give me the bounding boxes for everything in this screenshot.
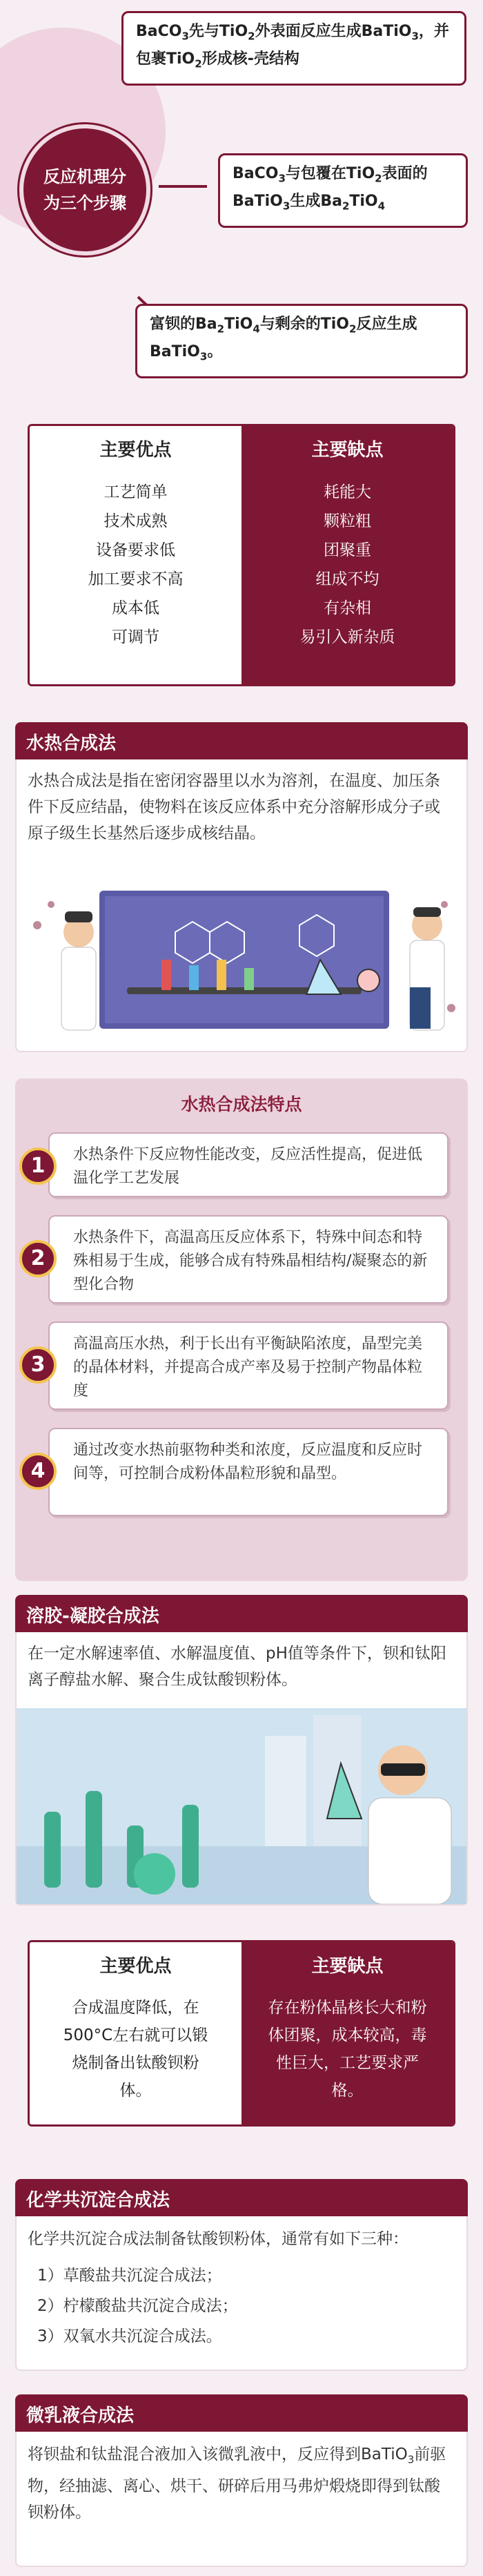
microemulsion-desc: 将钡盐和钛盐混合液加入该微乳液中，反应得到BaTiO$_3$前驱物，经抽滤、离心、烘干、研碎后用马弗炉煅烧即得到钛酸钡粉体。 bbox=[28, 2446, 446, 2521]
coprecip-title: 化学共沉淀合成法 bbox=[26, 2190, 170, 2211]
pros-text: 合成温度降低，在500°C左右就可以锻烧制备出钛酸钡粉体。 bbox=[63, 1999, 208, 2100]
coprecip-item: 2）柠檬酸盐共沉淀合成法； bbox=[37, 2297, 238, 2315]
mechanism-step-2-text: BaCO$_3$与包覆在TiO$_2$表面的BaTiO$_3$生成$Ba_2TiO_4$ bbox=[233, 165, 428, 213]
feature-number-badge: 2 bbox=[19, 1240, 57, 1277]
feature-3 bbox=[48, 1321, 448, 1410]
mechanism-step-3 bbox=[135, 304, 468, 378]
feature-4 bbox=[48, 1428, 448, 1516]
feature-text: 水热条件下反应物性能改变，反应活性提高，促进低温化学工艺发展 bbox=[73, 1146, 423, 1187]
coprecip-item: 1）草酸盐共沉淀合成法； bbox=[37, 2267, 222, 2285]
microemulsion-section bbox=[15, 2432, 468, 2567]
microemulsion-title-bar bbox=[15, 2394, 468, 2432]
mechanism-step-3-text: 富钡的$Ba_2TiO_4$与剩余的TiO$_2$反应生成BaTiO$_3$。 bbox=[150, 316, 417, 363]
feature-number-badge: 4 bbox=[19, 1453, 57, 1490]
cons-item: 组成不均 bbox=[315, 570, 379, 588]
pros-item: 可调节 bbox=[112, 628, 159, 646]
solgel-illustration bbox=[17, 1708, 466, 1904]
cons-item: 耗能大 bbox=[324, 483, 371, 501]
solgel-section bbox=[15, 1632, 468, 1906]
hydrothermal-title: 水热合成法 bbox=[26, 733, 117, 754]
solgel-desc: 在一定水解速率值、水解温度值、pH值等条件下，钡和钛阳离子醇盐水解、聚合生成钛酸钡粉体。 bbox=[28, 1645, 446, 1689]
cons-item: 颗粒粗 bbox=[324, 512, 371, 530]
cons-item: 易引入新杂质 bbox=[299, 628, 395, 646]
pros-item: 成本低 bbox=[112, 599, 159, 617]
hydrothermal-title-bar bbox=[15, 722, 468, 759]
feature-text: 通过改变水热前驱物种类和浓度，反应温度和反应时间等，可控制合成粉体晶粒形貌和晶型。 bbox=[73, 1442, 423, 1482]
cons-item: 有杂相 bbox=[324, 599, 371, 617]
mechanism-center-label: 反应机理分为三个步骤 bbox=[43, 167, 126, 213]
pros-column bbox=[30, 1942, 241, 2124]
feature-2 bbox=[48, 1215, 448, 1304]
cons-column bbox=[241, 426, 453, 684]
hydrothermal-desc: 水热合成法是指在密闭容器里以水为溶剂，在温度、加压条件下反应结晶，使物料在该反应体系中充分溶解形成分子或原子级生长基然后逐步成核结晶。 bbox=[28, 772, 440, 842]
pros-title: 主要优点 bbox=[99, 440, 172, 461]
coprecip-intro: 化学共沉淀合成法制备钛酸钡粉体，通常有如下三种： bbox=[28, 2230, 408, 2248]
coprecip-item: 3）双氧水共沉淀合成法。 bbox=[37, 2327, 222, 2345]
solgel-pros-cons-table bbox=[28, 1940, 455, 2127]
cons-item: 团聚重 bbox=[324, 541, 371, 559]
solgel-title: 溶胶-凝胶合成法 bbox=[26, 1606, 159, 1627]
hydrothermal-illustration bbox=[23, 884, 462, 1047]
mechanism-step-1-text: BaCO$_3$先与TiO$_2$外表面反应生成BaTiO$_3$，并包裹TiO$_2$形成核-壳结构 bbox=[136, 23, 449, 70]
pros-item: 设备要求低 bbox=[96, 541, 175, 559]
pros-title: 主要优点 bbox=[99, 1956, 172, 1977]
microemulsion-title: 微乳液合成法 bbox=[26, 2405, 135, 2426]
pros-item: 技术成熟 bbox=[103, 512, 168, 530]
hydrothermal-section bbox=[15, 759, 468, 1052]
mechanism-step-2 bbox=[218, 153, 468, 228]
solgel-title-bar bbox=[15, 1595, 468, 1632]
coprecip-section bbox=[15, 2216, 468, 2371]
feature-number-badge: 1 bbox=[19, 1147, 57, 1185]
cons-title: 主要缺点 bbox=[311, 1956, 384, 1977]
mechanism-step-1 bbox=[121, 11, 466, 86]
cons-title: 主要缺点 bbox=[311, 440, 384, 461]
feature-text: 水热条件下，高温高压反应体系下，特殊中间态和特殊相易于生成，能够合成有特殊晶相结构/凝聚态的新型化合物 bbox=[73, 1229, 428, 1293]
mechanism-section bbox=[0, 0, 483, 387]
cons-column bbox=[241, 1942, 453, 2124]
pros-item: 加工要求不高 bbox=[88, 570, 184, 588]
feature-1 bbox=[48, 1132, 448, 1197]
feature-number-badge: 3 bbox=[19, 1346, 57, 1384]
solid-pros-cons-table bbox=[28, 424, 455, 686]
hydro-features-title: 水热合成法特点 bbox=[181, 1094, 302, 1114]
coprecip-title-bar bbox=[15, 2179, 468, 2216]
cons-text: 存在粉体晶核长大和粉体团聚，成本较高，毒性巨大，工艺要求严格。 bbox=[268, 1999, 427, 2100]
mechanism-center-circle bbox=[19, 124, 150, 255]
feature-text: 高温高压水热，利于长出有平衡缺陷浓度，晶型完美的晶体材料，并提高合成产率及易于控制产物晶体粒度 bbox=[73, 1335, 423, 1400]
pros-item: 工艺简单 bbox=[103, 483, 168, 501]
pros-column bbox=[30, 426, 241, 684]
